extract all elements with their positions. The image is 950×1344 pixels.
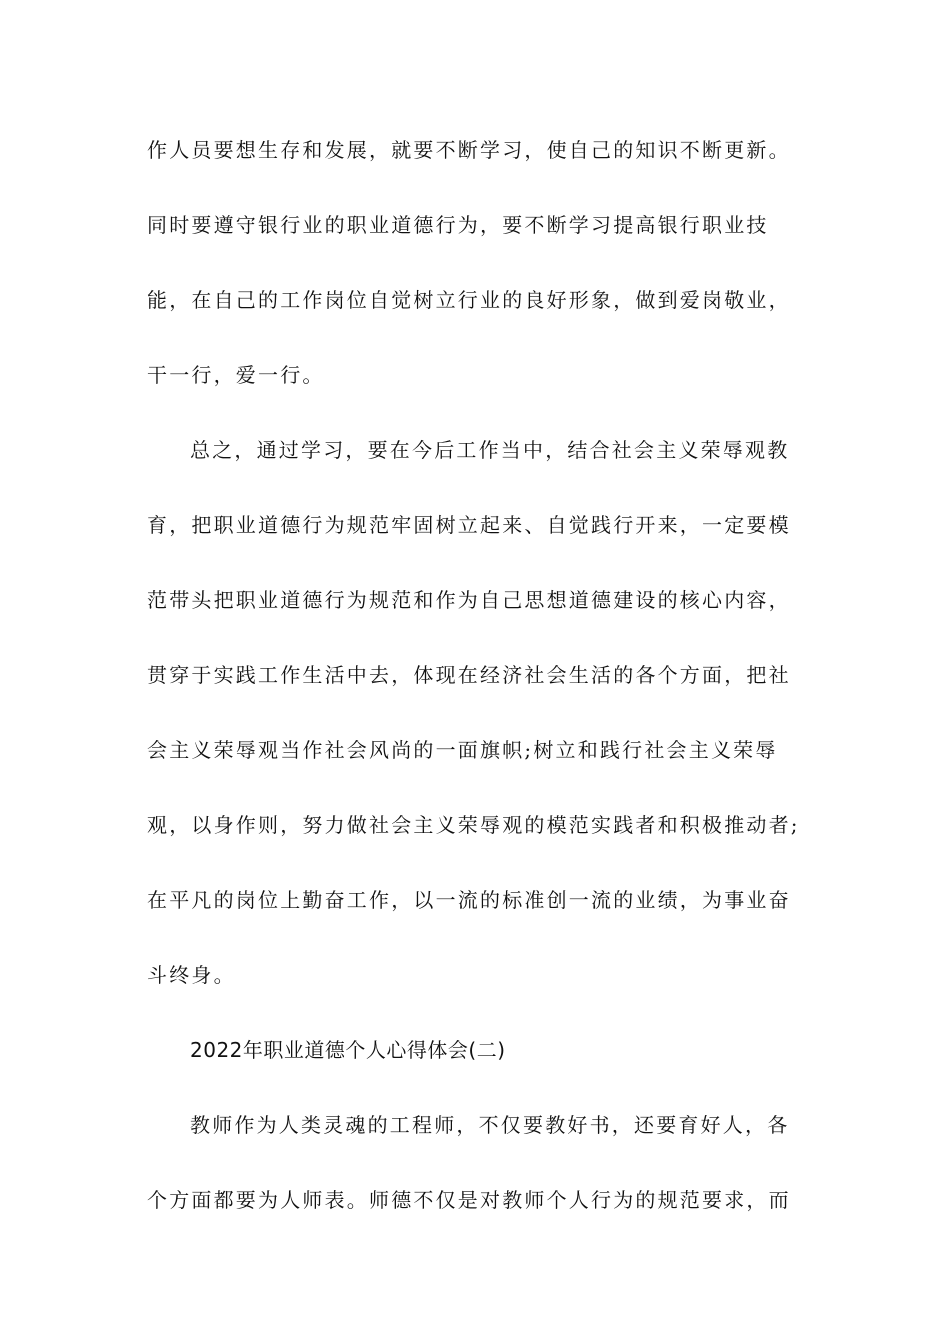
paragraph-line-9: 会主义荣辱观当作社会风尚的一面旗帜;树立和践行社会主义荣辱 (147, 738, 778, 762)
section-title: 2022年职业道德个人心得体会(二) (190, 1038, 506, 1062)
section-line-2: 个方面都要为人师表。师德不仅是对教师个人行为的规范要求，而 (147, 1188, 791, 1212)
paragraph-line-11: 在平凡的岗位上勤奋工作，以一流的标准创一流的业绩，为事业奋 (147, 888, 791, 912)
paragraph-line-1: 作人员要想生存和发展，就要不断学习，使自己的知识不断更新。 (147, 138, 791, 162)
paragraph-line-7: 范带头把职业道德行为规范和作为自己思想道德建设的核心内容， (147, 588, 791, 612)
paragraph-line-10: 观，以身作则，努力做社会主义荣辱观的模范实践者和积极推动者; (147, 813, 800, 837)
paragraph-line-12: 斗终身。 (147, 963, 236, 987)
paragraph-line-5: 总之，通过学习，要在今后工作当中，结合社会主义荣辱观教 (190, 438, 790, 462)
paragraph-line-3: 能，在自己的工作岗位自觉树立行业的良好形象，做到爱岗敬业， (147, 288, 791, 312)
paragraph-line-8: 贯穿于实践工作生活中去，体现在经济社会生活的各个方面，把社 (147, 663, 791, 687)
paragraph-line-4: 干一行，爱一行。 (147, 363, 325, 387)
paragraph-line-2: 同时要遵守银行业的职业道德行为，要不断学习提高银行职业技 (147, 213, 769, 237)
section-line-1: 教师作为人类灵魂的工程师，不仅要教好书，还要育好人，各 (190, 1113, 790, 1137)
paragraph-line-6: 育，把职业道德行为规范牢固树立起来、自觉践行开来，一定要模 (147, 513, 791, 537)
